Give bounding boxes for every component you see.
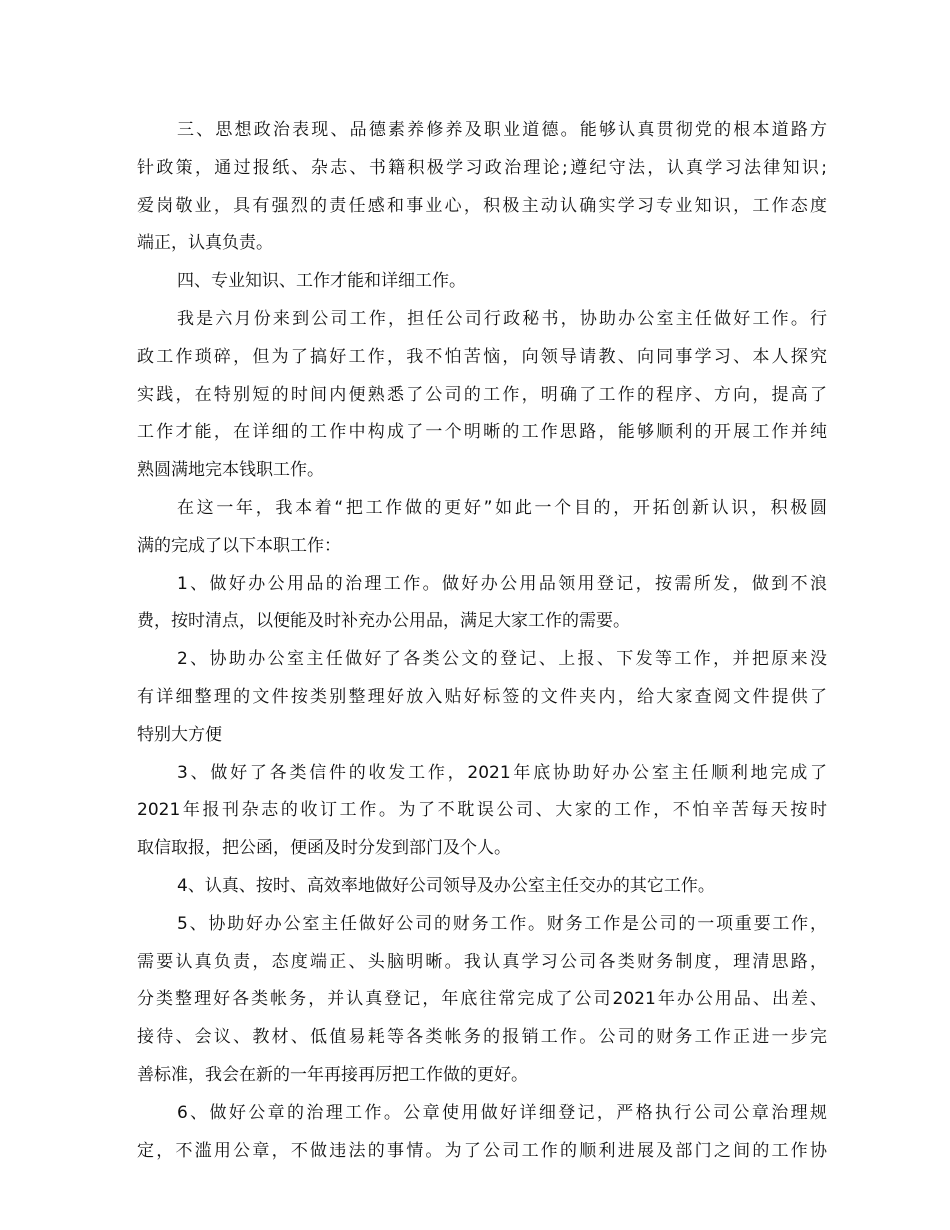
text-line: 针政策，通过报纸、杂志、书籍积极学习政治理论;遵纪守法，认真学习法律知识; — [137, 157, 827, 178]
text-line: 我是六月份来到公司工作，担任公司行政秘书，协助办公室主任做好工作。行 — [177, 308, 827, 329]
text-line: 3、做好了各类信件的收发工作，2021年底协助好办公室主任顺利地完成了 — [177, 762, 827, 783]
text-line: 满的完成了以下本职工作： — [137, 535, 341, 556]
text-line: 有详细整理的文件按类别整理好放入贴好标签的文件夹内，给大家查阅文件提供了 — [137, 686, 827, 707]
text-line: 5、协助好办公室主任做好公司的财务工作。财务工作是公司的一项重要工作， — [177, 913, 827, 934]
text-line: 实践，在特别短的时间内便熟悉了公司的工作，明确了工作的程序、方向，提高了 — [137, 384, 827, 405]
text-line: 需要认真负责，态度端正、头脑明晰。我认真学习公司各类财务制度，理清思路， — [137, 951, 827, 972]
text-line: 1、做好办公用品的治理工作。做好办公用品领用登记，按需所发，做到不浪 — [177, 573, 827, 594]
text-line: 在这一年，我本着“把工作做的更好”如此一个目的，开拓创新认识，积极圆 — [177, 497, 827, 518]
text-line: 2、协助办公室主任做好了各类公文的登记、上报、下发等工作，并把原来没 — [177, 649, 827, 670]
text-line: 端正，认真负责。 — [137, 233, 273, 254]
text-line: 接待、会议、教材、低值易耗等各类帐务的报销工作。公司的财务工作正进一步完 — [137, 1027, 827, 1048]
text-line: 爱岗敬业，具有强烈的责任感和事业心，积极主动认确实学习专业知识，工作态度 — [137, 195, 827, 216]
text-line: 费，按时清点，以便能及时补充办公用品，满足大家工作的需要。 — [137, 611, 630, 632]
text-line: 分类整理好各类帐务，并认真登记，年底往常完成了公司2021年办公用品、出差、 — [137, 989, 827, 1010]
text-line: 善标准，我会在新的一年再接再厉把工作做的更好。 — [137, 1064, 528, 1085]
text-line: 4、认真、按时、高效率地做好公司领导及办公室主任交办的其它工作。 — [177, 875, 715, 896]
text-line: 四、专业知识、工作才能和详细工作。 — [177, 271, 466, 292]
text-line: 熟圆满地完本钱职工作。 — [137, 460, 324, 481]
document-body — [137, 112, 827, 1170]
text-line: 三、思想政治表现、品德素养修养及职业道德。能够认真贯彻党的根本道路方 — [177, 120, 827, 140]
text-line: 定，不滥用公章，不做违法的事情。为了公司工作的顺利进展及部门之间的工作协 — [137, 1140, 827, 1161]
text-line: 政工作琐碎，但为了搞好工作，我不怕苦恼，向领导请教、向同事学习、本人探究 — [137, 346, 827, 367]
text-line: 2021年报刊杂志的收订工作。为了不耽误公司、大家的工作，不怕辛苦每天按时 — [137, 800, 827, 821]
text-line: 特别大方便 — [137, 724, 222, 745]
text-line: 6、做好公章的治理工作。公章使用做好详细登记，严格执行公司公章治理规 — [177, 1102, 827, 1123]
text-line: 取信取报，把公函，便函及时分发到部门及个人。 — [137, 838, 511, 859]
text-line: 工作才能，在详细的工作中构成了一个明晰的工作思路，能够顺利的开展工作并纯 — [137, 422, 827, 443]
